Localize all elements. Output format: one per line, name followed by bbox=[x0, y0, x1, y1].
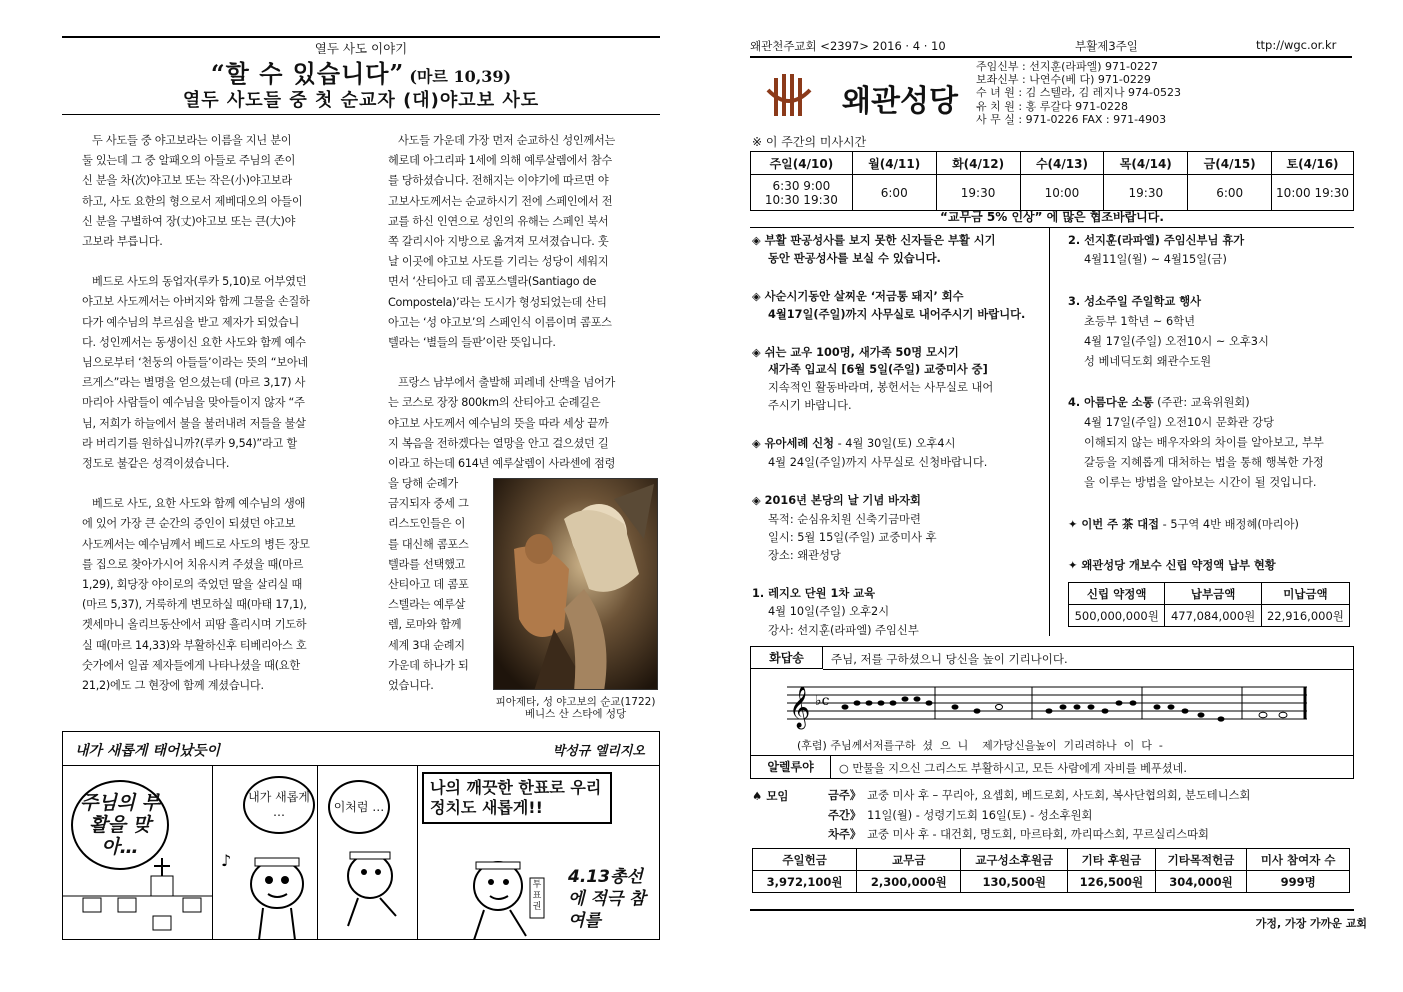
bulletin-issue: 왜관천주교회 <2397> 2016 · 4 · 10 bbox=[750, 39, 946, 53]
offering-value-cell: 126,500원 bbox=[1068, 871, 1155, 893]
pledge-value-cell: 477,084,000원 bbox=[1165, 605, 1261, 627]
offering-value-cell: 2,300,000원 bbox=[857, 871, 961, 893]
article-line: 교를 하신 인연으로 성인의 유해는 스페인 북서 bbox=[388, 214, 609, 228]
svg-text:♪: ♪ bbox=[221, 851, 232, 870]
article-line: 님, 저희가 하늘에서 불을 불러내려 저들을 불살 bbox=[82, 416, 306, 430]
mass-time-cell: 19:30 bbox=[1104, 175, 1188, 211]
notice-r2-body-3: 성 베네딕도회 왜관수도원 bbox=[1084, 355, 1212, 368]
mass-time-sunday bbox=[751, 175, 853, 211]
article-line: 에 있어 가장 큰 순간의 증인이 되셨던 야고보 bbox=[82, 517, 296, 531]
alleluia-text: ○ 만물을 지으신 그리스도 부활하시고, 모든 사람에게 자비를 베푸셨네. bbox=[839, 762, 1187, 775]
article-line: 헤로데 아그리파 1세에 의해 예루살렘에서 참수 bbox=[388, 154, 612, 168]
offering-values-row bbox=[753, 871, 1350, 893]
offering-header-row bbox=[753, 849, 1350, 871]
psalm-block bbox=[750, 646, 1354, 779]
notice-r3-label: 4. 아름다운 소통 bbox=[1068, 396, 1154, 409]
article-line: 신 분을 구별하여 장(丈)야고보 또는 큰(大)야 bbox=[82, 214, 296, 228]
comic-strip bbox=[62, 731, 660, 940]
footer-slogan: 가정, 가장 가까운 교회 bbox=[1255, 917, 1367, 930]
article-line: 두 사도들 중 야고보라는 이름을 지닌 분이 bbox=[92, 134, 292, 147]
notice-r3-body-1: 4월 17일(주일) 오전10시 문화관 강당 bbox=[1084, 416, 1275, 429]
article-line: 프랑스 남부에서 출발해 피레네 산맥을 넘어가 bbox=[398, 376, 616, 390]
article-line: 베드로 사도, 요한 사도와 함께 예수님의 생애 bbox=[92, 497, 306, 511]
notice-1-title: ◈ 부활 판공성사를 보지 못한 신자들은 부활 시기 bbox=[752, 234, 996, 247]
article-line: 텔라는 ‘별들의 들판’이란 뜻입니다. bbox=[388, 336, 556, 350]
pledge-header-cell: 미납금액 bbox=[1261, 583, 1349, 605]
painting-martyrdom-icon bbox=[494, 479, 658, 690]
staff-directory bbox=[976, 60, 1181, 126]
banner-rule bbox=[750, 227, 1354, 228]
mass-time-cell: 10:00 19:30 bbox=[1272, 175, 1354, 211]
meeting-key: 금주》 bbox=[828, 789, 862, 802]
music-staff-icon bbox=[787, 677, 1307, 737]
comic-panel-1 bbox=[63, 766, 213, 940]
mass-day-header: 금(4/15) bbox=[1188, 152, 1272, 175]
article-line: 야고보 사도께서 예수님의 뜻을 따라 세상 끝까 bbox=[388, 416, 609, 430]
painting-caption-2: 베니스 산 스타에 성당 bbox=[524, 708, 627, 720]
psalm-label: 화답송 bbox=[751, 647, 823, 669]
painting-caption bbox=[478, 696, 673, 720]
notice-2-body: 4월17일(주일)까지 사무실로 내어주시기 바랍니다. bbox=[768, 308, 1026, 321]
character-icon bbox=[213, 766, 318, 940]
painting-caption-1: 피아제타, 성 야고보의 순교(1722) bbox=[495, 696, 656, 708]
church-name: 왜관성당 bbox=[842, 84, 958, 119]
psalm-text: 주님, 저를 구하셨으니 당신을 높이 기리나이다. bbox=[831, 652, 1068, 666]
alleluia-rule bbox=[751, 755, 1353, 756]
liturgical-week: 부활제3주일 bbox=[1075, 39, 1138, 53]
notice-r3-body-4: 을 이루는 방법을 알아보는 시간이 될 것입니다. bbox=[1084, 476, 1317, 489]
article-line: 산티아고 데 콤포 bbox=[388, 578, 469, 592]
offering-value-cell: 130,500원 bbox=[961, 871, 1068, 893]
article-line: 베드로 사도의 동업자(루카 5,10)로 어부였던 bbox=[92, 275, 307, 289]
notice-r3-body-2: 이해되지 않는 배우자와의 차이를 알아보고, 부부 bbox=[1084, 436, 1324, 449]
notice-6-title: 1. 레지오 단원 1차 교육 bbox=[752, 587, 876, 600]
meeting-value: 11일(월) - 성령기도회 16일(토) - 성소후원회 bbox=[867, 808, 1093, 822]
comic-title: 내가 새롭게 태어났듯이 bbox=[75, 743, 220, 759]
article-subtitle: 열두 사도들 중 첫 순교자 (대)야고보 사도 bbox=[182, 90, 540, 111]
comic-election-text: 4.13총선에 적극 참여를 bbox=[568, 867, 646, 931]
offering-header-cell: 주일헌금 bbox=[753, 849, 857, 871]
article-line: 날 이곳에 야고보 사도를 기리는 성당이 세워지 bbox=[388, 255, 609, 269]
notice-5-purpose: 목적: 순심유치원 신축기금마련 bbox=[768, 513, 921, 526]
article-line: 었습니다. bbox=[388, 679, 434, 693]
comic-bubble-1: 주님의 부활을 맞아… bbox=[71, 780, 169, 870]
meeting-row bbox=[828, 825, 1250, 845]
main-title bbox=[62, 54, 660, 89]
article-line: 21,2)에도 그 현장에 함께 계셨습니다. bbox=[82, 679, 264, 693]
article-line: 스텔라는 예루살 bbox=[388, 598, 466, 612]
article-paragraph bbox=[388, 131, 660, 353]
article-line: 마리아 사람들이 예수님을 맞아들이지 않자 “주 bbox=[82, 396, 305, 410]
notice-r2-title: 3. 성소주일 주일학교 행사 bbox=[1068, 295, 1202, 308]
footer-rule bbox=[750, 909, 1354, 911]
comic-bubble-3: 이처럼 … bbox=[328, 780, 390, 834]
article-line: 하고, 사도 요한의 형으로서 제베대오의 아들이 bbox=[82, 194, 303, 208]
article-line: 아고는 ‘성 야고보’의 스페인식 이름이며 콤포스 bbox=[388, 315, 612, 329]
article-line: 고보라 부릅니다. bbox=[82, 235, 163, 249]
notice-4-label: ◈ 유아세례 신청 bbox=[752, 437, 835, 450]
article-line: (마르 5,37), 거룩하게 변모하실 때(마태 17,1), bbox=[82, 598, 307, 612]
mass-day-header: 수(4/13) bbox=[1020, 152, 1104, 175]
notice-6-date: 4월 10일(주일) 오후2시 bbox=[768, 605, 890, 618]
staff-line: 보좌신부 : 나연수(베 다) 971-0229 bbox=[976, 73, 1151, 87]
offering-header-cell: 교무금 bbox=[857, 849, 961, 871]
staff-line: 사 무 실 : 971-0226 FAX : 971-4903 bbox=[976, 112, 1167, 126]
notice-3-title: ◈ 쉬는 교우 100명, 새가족 50명 모시기 bbox=[752, 346, 959, 359]
notice-6-speaker: 강사: 선지훈(라파엘) 주임신부 bbox=[768, 624, 919, 637]
article-paragraph bbox=[388, 373, 660, 474]
article-line: 님으로부터 ‘천둥의 아들들’이라는 뜻의 “보아네 bbox=[82, 356, 308, 370]
offering-header-cell: 기타 후원금 bbox=[1068, 849, 1155, 871]
meetings-label: ♠ 모임 bbox=[752, 789, 789, 803]
notice-3-body-2: 주시기 바랍니다. bbox=[768, 399, 852, 412]
article-line: 숫가에서 일곱 제자들에게 나타나셨을 때(요한 bbox=[82, 658, 300, 672]
pledge-header-cell: 납부금액 bbox=[1165, 583, 1261, 605]
comic-panel-4 bbox=[418, 766, 659, 940]
article-line: 둘 있는데 그 중 알패오의 아들로 주님의 존이 bbox=[82, 154, 296, 168]
mass-time-sunday-2: 10:30 19:30 bbox=[764, 192, 838, 207]
article-line: 고보사도께서는 순교하시기 전에 스페인에서 전 bbox=[388, 194, 613, 208]
article-line: 리스도인들은 이 bbox=[388, 517, 466, 531]
article-line: 면서 ‘산티아고 데 콤포스텔라(Santiago de bbox=[388, 275, 597, 289]
series-title: 열두 사도 이야기 bbox=[314, 41, 408, 56]
pledge-value-cell: 500,000,000원 bbox=[1069, 605, 1165, 627]
meeting-key: 차주》 bbox=[828, 828, 862, 841]
comic-panel-2 bbox=[213, 766, 318, 940]
pledge-header-row bbox=[1069, 583, 1350, 605]
pledge-header-cell: 신립 약정액 bbox=[1069, 583, 1165, 605]
pledge-table bbox=[1068, 582, 1350, 627]
running-character-icon bbox=[318, 766, 418, 940]
staff-line: 수 녀 원 : 김 스텔라, 김 레지나 974-0523 bbox=[976, 86, 1182, 100]
article-line: 겟세마니 올리브동산에서 피땀 흘리시며 기도하 bbox=[82, 618, 307, 632]
svg-text:♭c: ♭c bbox=[815, 693, 830, 709]
meeting-value: 교중 미사 후 - 대건회, 명도회, 마르타회, 까리따스회, 꾸르실리스따회 bbox=[867, 828, 1209, 841]
offering-value-cell: 3,972,100원 bbox=[753, 871, 857, 893]
notice-r3-title bbox=[1068, 394, 1250, 410]
article-line: 텔라를 선택했고 bbox=[388, 557, 466, 571]
meeting-key: 주간》 bbox=[828, 808, 862, 822]
article-line: 신 분을 차(次)야고보 또는 작은(小)야고보라 bbox=[82, 174, 292, 188]
main-title-text: “할 수 있습니다” bbox=[210, 59, 405, 88]
mass-schedule-table bbox=[750, 151, 1354, 211]
notice-2-title: ◈ 사순시기동안 살찌운 ‘저금통 돼지’ 회수 bbox=[752, 290, 964, 303]
article-line: 는 코스로 장장 800km의 산티아고 순례길은 bbox=[388, 396, 601, 410]
offering-header-cell: 교구성소후원금 bbox=[961, 849, 1068, 871]
article-line: 를 집으로 찾아가시어 치유시켜 주셨을 때(마르 bbox=[82, 557, 304, 571]
painting-image bbox=[493, 478, 658, 690]
notice-banner: “교무금 5% 인상” 에 많은 협조바랍니다. bbox=[940, 210, 1164, 224]
mass-time-cell: 10:00 bbox=[1020, 175, 1104, 211]
staff-line: 주임신부 : 선지훈(라파엘) 971-0227 bbox=[976, 60, 1158, 73]
notice-4-body: 4월 24일(주일)까지 사무실로 신청바랍니다. bbox=[768, 456, 988, 469]
notice-r1-title: 2. 선지훈(라파엘) 주임신부님 휴가 bbox=[1068, 234, 1245, 247]
article-line: 다가 예수님의 부르심을 받고 제자가 되었습니 bbox=[82, 315, 300, 329]
article-line: 지 복음을 전하겠다는 열망을 안고 걸으셨던 길 bbox=[388, 436, 609, 450]
notice-4-title bbox=[752, 435, 956, 451]
comic-bubble-4: 나의 깨끗한 한표로 우리 정치도 새롭게!! bbox=[422, 772, 612, 824]
article-line: Compostela)’라는 도시가 형성되었는데 산티 bbox=[388, 295, 607, 309]
article-line: 가운데 하나가 되 bbox=[388, 658, 469, 672]
pledge-value-cell: 22,916,000원 bbox=[1261, 605, 1349, 627]
article-line: 을 당해 순례가 bbox=[388, 477, 458, 490]
article-line: 르게스”라는 별명을 얻으셨는데 (마르 3,17) 사 bbox=[82, 376, 306, 390]
mass-time-sunday-1: 6:30 9:00 bbox=[772, 178, 831, 193]
meeting-row bbox=[828, 786, 1250, 806]
notices-divider bbox=[1049, 228, 1050, 636]
notice-r5-title: ✦ 왜관성당 개보수 신립 약정액 납부 현황 bbox=[1068, 559, 1276, 572]
svg-text:𝄞: 𝄞 bbox=[789, 687, 811, 728]
mass-time-cell: 6:00 bbox=[852, 175, 936, 211]
meetings-list bbox=[828, 786, 1250, 845]
article-line: 를 대신해 콤포스 bbox=[388, 537, 469, 551]
church-logo-icon bbox=[762, 72, 816, 120]
article-line: 라 버리기를 원하십니까?(루카 9,54)”라고 할 bbox=[82, 436, 297, 450]
article-paragraph bbox=[82, 494, 354, 696]
article-column-2 bbox=[388, 131, 660, 474]
notice-r1-body: 4월11일(월) ~ 4월15일(금) bbox=[1084, 253, 1227, 266]
offering-table bbox=[752, 848, 1350, 893]
voting-character-icon bbox=[418, 766, 578, 940]
article-line: 세계 3대 순례지 bbox=[388, 638, 465, 652]
church-logo bbox=[762, 72, 816, 120]
offering-header-cell: 미사 참여자 수 bbox=[1247, 849, 1350, 871]
notice-1-body: 동안 판공성사를 보실 수 있습니다. bbox=[768, 252, 941, 265]
article-line: 1,29), 회당장 야이로의 죽었던 딸을 살리실 때 bbox=[82, 578, 303, 592]
mass-day-header: 화(4/12) bbox=[936, 152, 1020, 175]
notice-5-date: 일시: 5월 15일(주일) 교중미사 후 bbox=[768, 531, 937, 544]
meeting-value: 교중 미사 후 – 꾸리아, 요셉회, 베드로회, 사도회, 복사단협의회, 분도테니스회 bbox=[867, 789, 1251, 802]
article-line: 다. 성인께서는 동생이신 요한 사도와 함께 예수 bbox=[82, 335, 306, 349]
mass-day-header: 목(4/14) bbox=[1104, 152, 1188, 175]
mass-day-header: 월(4/11) bbox=[852, 152, 936, 175]
article-line: 이라고 하는데 614년 예루살렘이 사라센에 점령 bbox=[388, 457, 616, 471]
mass-heading: ※ 이 주간의 미사시간 bbox=[752, 135, 867, 149]
article-line: 를 당하셨습니다. 전해지는 이야기에 따르면 야 bbox=[388, 174, 609, 188]
top-rule bbox=[62, 36, 660, 38]
notice-r3-body-3: 갈등을 지혜롭게 대처하는 법을 통해 행복한 가정 bbox=[1084, 456, 1324, 469]
article-column-1 bbox=[82, 131, 354, 716]
article-line: 렘, 로마와 함께 bbox=[388, 618, 462, 632]
notice-5-place: 장소: 왜관성당 bbox=[768, 549, 841, 562]
notice-r4-label: ✦ 이번 주 茶 대접 bbox=[1068, 518, 1160, 531]
notice-5-title: ◈ 2016년 본당의 날 기념 바자회 bbox=[752, 494, 921, 507]
comic-bubble-2: 내가 새롭게 … bbox=[243, 776, 315, 834]
article-paragraph bbox=[82, 272, 354, 474]
article-column-2-narrow bbox=[388, 474, 498, 696]
subtitle-rule bbox=[62, 114, 660, 115]
article-line: 금지되자 중세 그 bbox=[388, 497, 469, 511]
notice-r4-body: - 5구역 4반 배정혜(마리아) bbox=[1159, 518, 1299, 531]
article-line: 사도께서는 예수님께서 베드로 사도의 병든 장모 bbox=[82, 537, 310, 551]
article-line: 실 때(마르 14,33)와 부활하신후 티베리아스 호 bbox=[82, 638, 307, 652]
ballot-label: 투표권 bbox=[532, 880, 542, 912]
website-link[interactable]: ttp://wgc.or.kr bbox=[1256, 38, 1337, 52]
offering-value-cell: 999명 bbox=[1247, 871, 1350, 893]
notice-r2-body-2: 4월 17일(주일) 오전10시 ~ 오후3시 bbox=[1084, 335, 1269, 348]
notice-4-date: - 4월 30일(토) 오후4시 bbox=[834, 437, 956, 450]
notice-r3-host: (주관: 교육위원회) bbox=[1153, 396, 1250, 409]
article-paragraph bbox=[82, 131, 354, 252]
main-title-ref: (마르 10,39) bbox=[409, 67, 512, 86]
notice-r2-body-1: 초등부 1학년 ~ 6학년 bbox=[1084, 315, 1196, 328]
notice-3-event: 새가족 입교식 [6월 5일(주일) 교중미사 중] bbox=[768, 363, 988, 376]
offering-value-cell: 304,000원 bbox=[1155, 871, 1247, 893]
meeting-row bbox=[828, 806, 1250, 826]
alleluia-label: 알렐루야 bbox=[751, 756, 831, 779]
mass-days-row bbox=[751, 152, 1354, 175]
psalm-lyrics: (후렴) 주님께서저를구하 셨 으 니 제가당신을높이 기리려하나 이 다 - bbox=[797, 739, 1163, 752]
mass-time-cell: 19:30 bbox=[936, 175, 1020, 211]
mass-times-row bbox=[751, 175, 1354, 211]
header-rule bbox=[750, 56, 1352, 58]
mass-day-header: 토(4/16) bbox=[1272, 152, 1354, 175]
staff-line: 유 치 원 : 홍 루갈다 971-0228 bbox=[976, 99, 1129, 113]
article-line: 쪽 갈리시아 지방으로 옮겨져 모셔졌습니다. 훗 bbox=[388, 235, 609, 249]
offering-header-cell: 기타목적헌금 bbox=[1155, 849, 1247, 871]
comic-author: 박성규 엘리지오 bbox=[552, 744, 645, 759]
article-line: 사도들 가운데 가장 먼저 순교하신 성인께서는 bbox=[398, 134, 616, 147]
pledge-values-row bbox=[1069, 605, 1350, 627]
psalm-rule bbox=[823, 669, 1353, 670]
notice-3-body-1: 지속적인 활동바라며, 봉헌서는 사무실로 내어 bbox=[768, 381, 994, 394]
comic-panel-3 bbox=[318, 766, 418, 940]
mass-time-cell: 6:00 bbox=[1188, 175, 1272, 211]
notice-r4 bbox=[1068, 516, 1299, 532]
article-line: 정도로 불같은 성격이셨습니다. bbox=[82, 457, 230, 471]
article-line: 야고보 사도께서는 아버지와 함께 그물을 손질하 bbox=[82, 295, 310, 309]
mass-day-header: 주일(4/10) bbox=[751, 152, 853, 175]
